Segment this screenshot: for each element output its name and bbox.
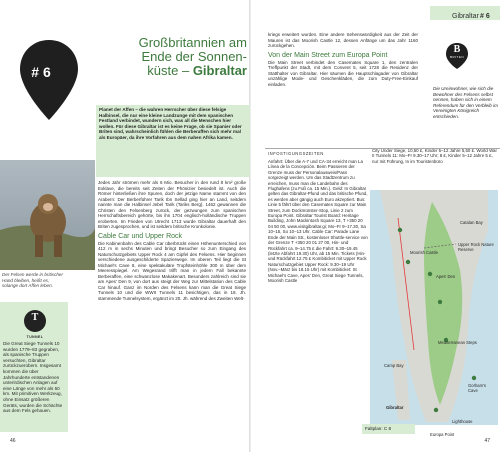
location-pin-icon <box>18 38 80 122</box>
body-paragraph-2: Die Kabinenbahn des Cable Car überbrückt einen Höhenunterschied von 412 m in sechs Minuten und bringt Besucher so zum Eingang des Naturschutzgebiets Upper Rock 4 am Gipfel des Felsens. Hier beginnen verschiedene ausgeschilderte Spazierwege. Im oberen Teil liegt die St Michael's Cave 8, eine spektakuläre Tropfsteinhöhle 300 m über dem Meeresspiegel. Am Wegesrand trifft man in jedem Fall bekannte Berberaffen, eine schwanzlose Makakenart. Besonders zahlreich sind sie am Apes' Den 9, von dort aus steigt der Weg zur Mittelstation des Cable Car hinauf. Ganz im Norden des Felsens kann man die Great Siege Tunnels 10 und die WWII Tunnels 11 besichtigen, das in 18. Jh. stammende Tunnelsystem, ergänzt im 20. Jh. während des Zweiten Welt- <box>98 240 246 301</box>
intro-box <box>96 105 250 177</box>
map-label-mediterranean-steps: Mediterranean Steps <box>438 340 477 345</box>
subheading-cable-car: Cable Car und Upper Rock <box>98 232 183 240</box>
map-label-lighthouse: Lighthouse <box>452 419 473 424</box>
map-label-camp-bay: Camp Bay <box>384 363 404 368</box>
intro-text: Planet der Affen – die wahren Herrscher über diese felsige Halbinsel, die nur eine kleine Landzunge mit dem spanischen Festland verbindet, wundern sich, was all die Menschen hier wollen. Für diese Gibraltar ist es keine Frage, ob sie Spanier oder Briten sind, wahrscheinlich fühlen die Berberaffen sich mehr mal als Europäer, da ihre Vorfahren aus dem nahen Afrika kamen. <box>99 107 242 140</box>
info-right-text: City Under Siege, 10,50 £, Kinder 5–12 Jahre 5,50 £. World War II Tunnels 11: Mo–Fr 9.30–17 Uhr; 8 £, Kinder 5–12 Jahre 5 £, nur mit Führung, In im Touristenbüro <box>372 148 497 164</box>
faltplan-label: Faltplan: C 8 <box>362 424 415 434</box>
right-column <box>268 32 418 87</box>
badge-label: BRITEN <box>449 55 464 59</box>
tunnel-text: Die Great Siege Tunnels 10 wurden 1779–83 gegraben, als spanische Truppen versuchten, Gibraltar zurückzuerobern. Insgesamt kommen die über Jahrhunderte entstandenen unterirdischen Anlagen auf eine Länge von mehr als 50 km. Mit primitiven Werkzeug, ohne Einsatz größeren Geräts, wurden die Schächte aus dem Fels gehauen. <box>3 341 63 414</box>
header-label: Gibraltar <box>452 13 479 20</box>
sidenote: Die Ureinwohner, wie sich die Bewohner des Felsens selbst nennen, haben sich in einem Referendum für den Verbleib im Vereinigten Königreich entschieden. <box>433 86 498 119</box>
title-line-3-bold: Gibraltar <box>192 63 247 78</box>
title-line-1: Großbritannien am <box>138 35 247 50</box>
info-left-text: Anfahrt: Über die A-7 und CA-34 erreicht man La Línea de la Concepción. Beim Passieren der Grenze muss der Personalausweis/Pass vorgezeigt werden. Um das Stadtzentrum zu erreichen, muss man die Landebahn des Flughafens (zu Fuß ca. 15 Min.). Geld: In Gibraltar gelten das Gibraltar-Pfund und das britische Pfund, es werden aber gängig auch Euro akzeptiert. Bus: Linie 5 fährt über den Casemates Square zur Main Street, zum Dockmünster-Stop, Linie 2 zum Europa Point. Gibraltar Tourist Board: Heritage Building, John Mackintosh Square 13, T +350 20 04 50 00, www.visitgibraltar.gi; Mo–Fr 9–17.30, Sa 10–15, So 10–13 Uhr. Cable Car: Parade Lane Ende der Main Str., kostenloser Shuttle-service von der Grenze T +350 20 01 27 00, Hin- und Rückfahrt ca. 9–14.75 £ die Fahrt: 9.30–19.45 (letzte Abfahrt 19.30) Uhr, ab 15 Min. Tickets (Hin- und Rückfahrt 12.75 £ Kombiticket mit Upper Rock Naturschutzgebiet Upper Rock: 9.30–19 Uhr (Nov.–März bis 18.15 Uhr) mit Kombiticket: St Michael's Cave, Apes' Den, Great Siege Tunnels, Moorish Castle <box>268 159 368 283</box>
map-label-gorhams-cave: Gorham's Cave <box>468 383 487 393</box>
page-number-left: 46 <box>10 438 16 444</box>
info-heading: INFOSTIGUNGSZEITEN <box>268 151 324 156</box>
map-label-gibraltar: Gibraltar <box>386 405 404 410</box>
body-paragraph-1: Jedes Jahr strömen mehr als 6 Mio. Besucher in den rund 8 km² große Exklave, die bereits seit Zeiten der Phönizier besiedelt ist. Auch die Römer hinterließen ihre Spuren, doch der jetzige Name stammt von den Arabern: Der Berberführer Tarik Ibn Sellad ging hier an Land, seitdem nannte man die Halbinsel Jebel Tarik (Tariks Berg). 1462 gewannen die Christen den Felsenberg zurück, der gezwungen zum spanischen Herrschaftsbereich gehörte, bis ihn 1704 englisch-holländische Truppen eroberten. Im Frieden von Utrecht 1713 wurde Gibraltar dauerhaft den Briten zugesprochen, und ist seitdem britische Kronkolonie. <box>98 180 246 229</box>
map-label-nature-reserve: Upper Rock Nature Reserve <box>458 242 494 252</box>
page-title <box>102 36 247 78</box>
map-label-moorish-castle: Moorish Castle <box>410 250 438 255</box>
map-label-europa-point: Europa Point <box>430 432 455 437</box>
badge-letter: B <box>453 44 461 55</box>
tunnel-label: TUNNEL <box>26 335 44 339</box>
marker-number: # 6 <box>31 64 51 80</box>
left-column <box>98 180 246 301</box>
header-number: # 6 <box>480 13 490 20</box>
title-line-2: Ende der Sonnen- <box>141 49 247 64</box>
map-label-apes-den: Apes' Den <box>436 274 456 279</box>
body-paragraph-3: kriegs erweitert wurden. Eine andere Sehenswürdigkeit aus der Zeit der Mauren ist das Moorish Castle 12, dessen Anfänge um das Jahr 1160 zurückgehen. <box>268 32 418 48</box>
map-label-catalan-bay: Catalan Bay <box>460 220 483 225</box>
title-line-3 <box>102 64 247 78</box>
subheading-main-street: Von der Main Street zum Europa Point <box>268 51 388 59</box>
body-paragraph-4: Die Main Street verbindet den Casemates Square 1, den zentralen Treffpunkt der Stadt, mit dem Convent 5, seit 1728 die Residenz der Statthalter von Gibraltar. Hier säumen die Hauptschlagader von Gibraltar unzählige Mode- und Geschenkläden, die zum Duty-Free-Einkauf einladen. <box>268 59 418 87</box>
page-number-right: 47 <box>484 438 490 444</box>
page-gutter <box>249 0 251 452</box>
title-line-3-prefix: küste – <box>147 63 190 78</box>
tunnel-letter: T <box>31 312 39 323</box>
barbary-ape-photo <box>0 160 95 270</box>
photo-caption: Der Felsen werde in britischer Hand bleiben, heißt es, solange dort Affen leben. <box>2 272 64 289</box>
